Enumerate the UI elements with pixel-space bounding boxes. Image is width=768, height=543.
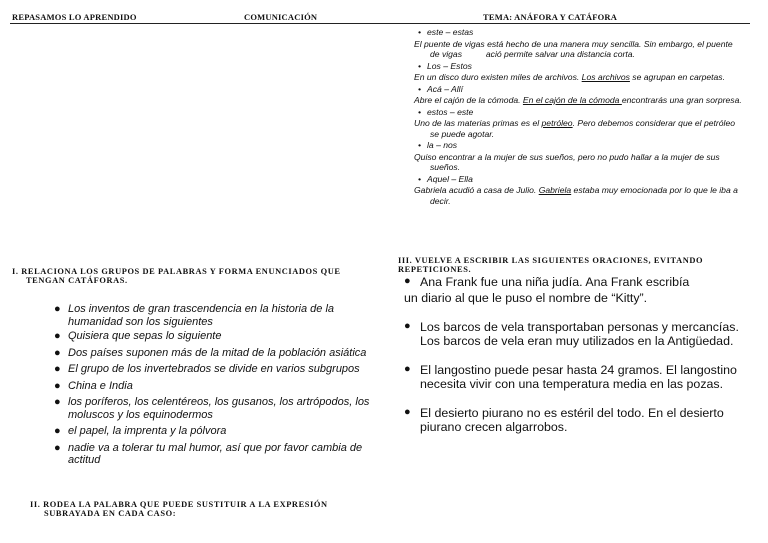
sentence-line: de vigas ació permite salvar una distancia corta. [430,49,635,59]
bullet-icon: • [418,60,422,71]
sentence-line: Quiso encontrar a la mujer de sus sueños, pero no pudo hallar a la mujer de sus [414,151,720,162]
bullet-icon: ● [54,346,61,359]
section-2-title-line: SUBRAYADA EN CADA CASO: [44,509,177,518]
list-item [54,425,374,438]
list-item [54,380,374,393]
pair-sentence [414,72,754,83]
bullet-icon: ● [404,275,411,287]
bullet-icon: • [418,27,422,37]
pair-sentence [414,185,754,206]
bullet-icon: • [418,106,422,117]
bullet-icon: • [418,83,422,94]
list-item-text: Ana Frank fue una niña judía. Ana Frank escribía [420,275,690,289]
pair-words: la – nos [427,140,458,150]
underlined-expression: petróleo [541,118,573,128]
sentence-text: Gabriela acudió a casa de Julio. [414,185,539,195]
pair-bullet [414,61,754,72]
bullet-icon: • [418,173,422,184]
pair-bullet [414,107,754,118]
pair-bullet [414,84,754,95]
pair-words: Acá – Allí [427,83,463,94]
list-item-text: nadie va a tolerar tu mal humor, así que por favor cambia de actitud [68,441,363,466]
header-rule [10,23,750,24]
underlined-expression: Los archivos [581,72,630,82]
section-1-title [12,267,372,285]
underlined-expression: En el cajón de la cómoda [522,95,622,105]
list-item [404,364,754,391]
sentence-text: . Pero debemos considerar que el petróleo [572,118,736,128]
pair-bullet [414,174,754,185]
pair-sentence [414,95,754,106]
list-item-text: Dos países suponen más de la mitad de la población asiática [68,346,367,359]
section-1-title-text: TENGAN CATÁFORAS [26,276,126,285]
underlined-expression: Gabriela [538,185,572,195]
sentence-text: encontrarás una gran sorpresa. [621,95,742,105]
pair-words: estos – este [427,106,474,117]
pairs-block [414,26,754,206]
section-3-title [398,256,750,274]
list-item-text: China e India [68,379,133,392]
pair-words: este – estas [427,27,474,37]
list-item [54,347,374,360]
list-item [54,363,374,376]
sentence-line: El puente de vigas está hecho de una manera muy sencilla. Sin embargo, el puente [414,38,733,49]
section-1-title-line: I. RELACIONA LOS GRUPOS DE PALABRAS Y FORMA ENUNCIADOS QUE [12,267,341,276]
list-item [404,407,754,434]
section-3-list [404,276,754,434]
bullet-icon: ● [54,425,61,437]
sentence-text: Uno de las materias primas es el [414,118,542,128]
list-item-text: El desierto piurano no es estéril del todo. En el desierto piurano crecen algarrobos. [420,406,724,434]
bullet-icon: ● [54,441,61,454]
list-item [404,321,754,348]
list-item [404,276,754,290]
list-item-continuation: un diario al que le puso el nombre de “Kitty”. [404,290,648,305]
pair-words: Los – Estos [427,60,472,71]
bullet-icon: ● [404,320,411,332]
sentence-line: sueños. [430,162,461,172]
pair-words: Aquel – Ella [427,173,473,184]
pair-bullet [414,140,754,151]
list-item-text: Quisiera que sepas lo siguiente [68,330,222,342]
pair-bullet [414,27,754,38]
pair-sentence [414,118,754,139]
bullet-icon: • [418,140,422,150]
section-2-title [30,500,380,518]
header-left: REPASAMOS LO APRENDIDO [12,12,137,22]
bullet-icon: ● [404,363,411,375]
section-1-list [54,303,374,471]
list-item-text: los poríferos, los celentéreos, los gusanos, los artrópodos, los moluscos y los equinodermos [68,396,370,421]
bullet-icon: ● [54,303,61,315]
sentence-text: En un disco duro existen miles de archivos. [414,72,582,82]
bullet-icon: ● [404,406,411,418]
bullet-icon: ● [54,379,61,392]
section-3-title-line: REPETICIONES. [398,265,472,274]
list-item-text: Los barcos de vela transportaban personas y mercancías. Los barcos de vela eran muy utilizados en la Antigüedad. [420,320,739,348]
section-2-title-line: II. RODEA LA PALABRA QUE PUEDE SUSTITUIR A LA EXPRESIÓN [30,500,328,509]
list-item [54,303,374,328]
list-item [54,442,374,467]
bullet-icon: ● [54,363,61,375]
pair-sentence [414,152,754,173]
sentence-line: decir. [430,195,451,206]
sentence-text: estaba muy emocionada por lo que le iba a [571,185,738,195]
bullet-icon: ● [54,396,61,408]
header-center: COMUNICACIÓN [244,12,318,22]
list-item-text: El langostino puede pesar hasta 24 gramos. El langostino necesita vivir con una temperatura media en las pozas. [420,363,737,391]
section-1-title-line: TENGAN CATÁFORAS. [26,276,128,285]
sentence-text: Abre el cajón de la cómoda. [414,95,523,105]
list-item-text: Los inventos de gran trascendencia en la historia de la humanidad son los siguientes [68,303,335,328]
sentence-line: se puede agotar. [430,128,495,139]
pair-sentence [414,39,754,60]
list-item [54,330,374,343]
list-item-text: el papel, la imprenta y la pólvora [68,425,227,437]
bullet-icon: ● [54,330,61,342]
sentence-text: se agrupan en carpetas. [629,72,725,82]
list-item-text: El grupo de los invertebrados se divide en varios subgrupos [68,363,360,375]
section-3-title-line: III. VUELVE A ESCRIBIR LAS SIGUIENTES ORACIONES, EVITANDO [398,256,704,265]
header-right: TEMA: ANÁFORA Y CATÁFORA [483,12,618,22]
list-item [54,396,374,421]
